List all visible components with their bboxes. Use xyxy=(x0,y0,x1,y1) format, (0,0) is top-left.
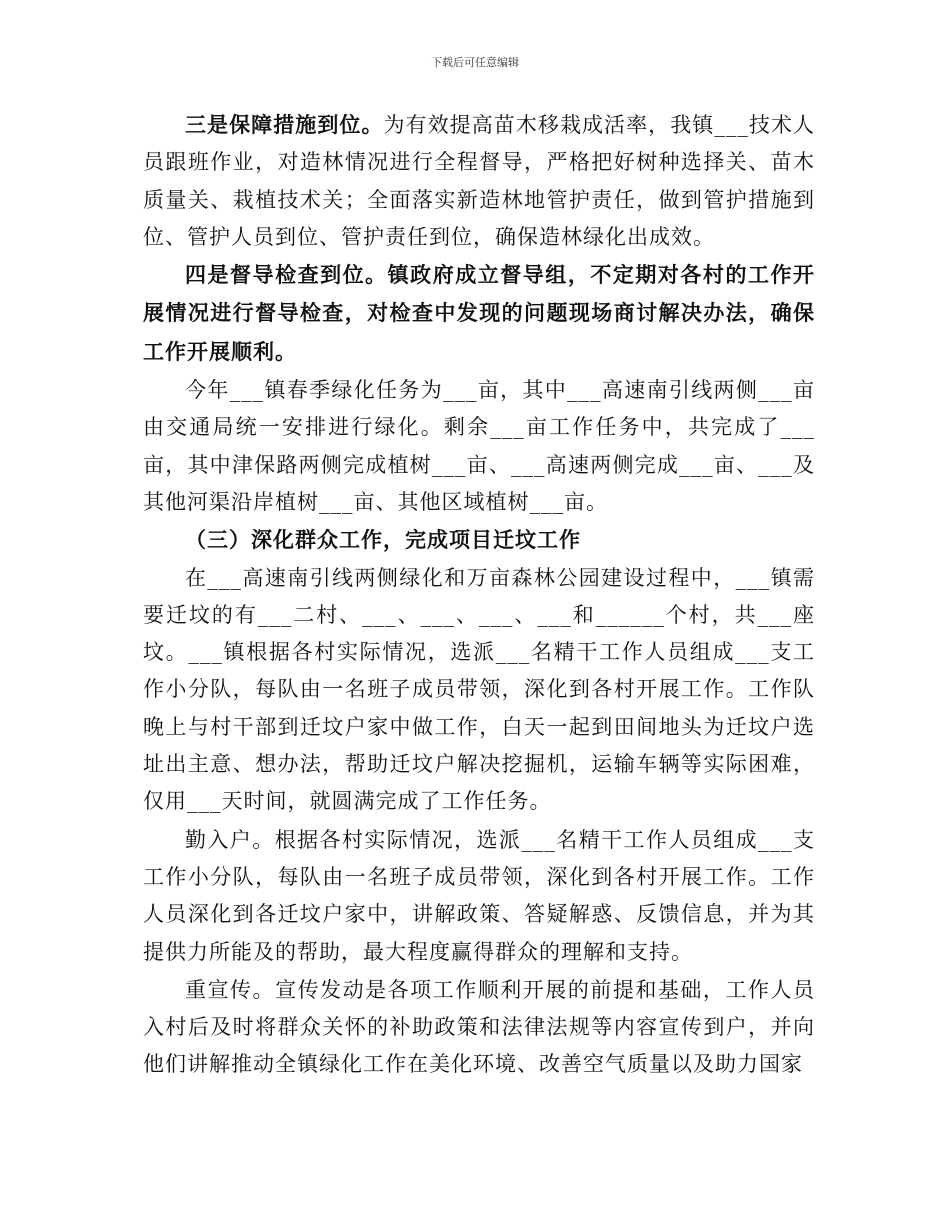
section-heading-three xyxy=(143,521,815,558)
document-body xyxy=(143,106,815,1084)
paragraph-lead: 四是督导检查到位。镇政府成立督导组，不定期对各村的工作开展情况进行督导检查，对检查中发现的问题现场商讨解决办法，确保工作开展顺利。 xyxy=(143,262,815,364)
paragraph-text: 重宣传。宣传发动是各项工作顺利开展的前提和基础，工作人员入村后及时将群众关怀的补助政策和法律法规等内容宣传到户，并向他们讲解推动全镇绿化工作在美化环境、改善空气质量以及助力国家 xyxy=(143,977,815,1077)
paragraph-text: 今年___镇春季绿化任务为___亩，其中___高速南引线两侧___亩由交通局统一安排进行绿化。剩余___亩工作任务中，共完成了___亩，其中津保路两侧完成植树___亩、___高速两侧完成___亩、___及其他河渠沿岸植树___亩、其他区域植树___亩。 xyxy=(143,378,815,514)
paragraph-greening-tasks xyxy=(143,371,815,521)
paragraph-text: 勤入户。根据各村实际情况，选派___名精干工作人员组成___支工作小分队，每队由一名班子成员带领，深化到各村开展工作。工作人员深化到各迁坟户家中，讲解政策、答疑解惑、反馈信息，并为其提供力所能及的帮助，最大程度赢得群众的理解和支持。 xyxy=(143,827,815,964)
paragraph-supervision xyxy=(143,256,815,371)
page-header: 下载后可任意编辑 xyxy=(431,56,519,69)
paragraph-text: 为有效提高苗木移栽成活率，我镇___技术人员跟班作业，对造林情况进行全程督导，严格把好树种选择关、苗木质量关、栽植技术关；全面落实新造林地管护责任，做到管护措施到位、管护人员到位、管护责任到位，确保造林绿化出成效。 xyxy=(143,113,815,249)
paragraph-text: 在___高速南引线两侧绿化和万亩森林公园建设过程中，___镇需要迁坟的有___二村、___、___、___、___和______个村，共___座坟。___镇根据各村实际情况，选派___名精干工作人员组成___支工作小分队，每队由一名班子成员带领，深化到各村开展工作。工作队晚上与村干部到迁坟户家中做工作，白天一起到田间地头为迁坟户选址出主意、想办法，帮助迁坟户解决挖掘机，运输车辆等实际困难，仅用___天时间，就圆满完成了工作任务。 xyxy=(143,565,815,814)
paragraph-household-visits xyxy=(143,821,815,971)
paragraph-grave-relocation xyxy=(143,559,815,821)
paragraph-publicity xyxy=(143,971,815,1084)
section-heading-text: （三）深化群众工作，完成项目迁坟工作 xyxy=(185,527,581,553)
paragraph-lead: 三是保障措施到位。 xyxy=(185,112,384,137)
paragraph-safeguards xyxy=(143,106,815,256)
